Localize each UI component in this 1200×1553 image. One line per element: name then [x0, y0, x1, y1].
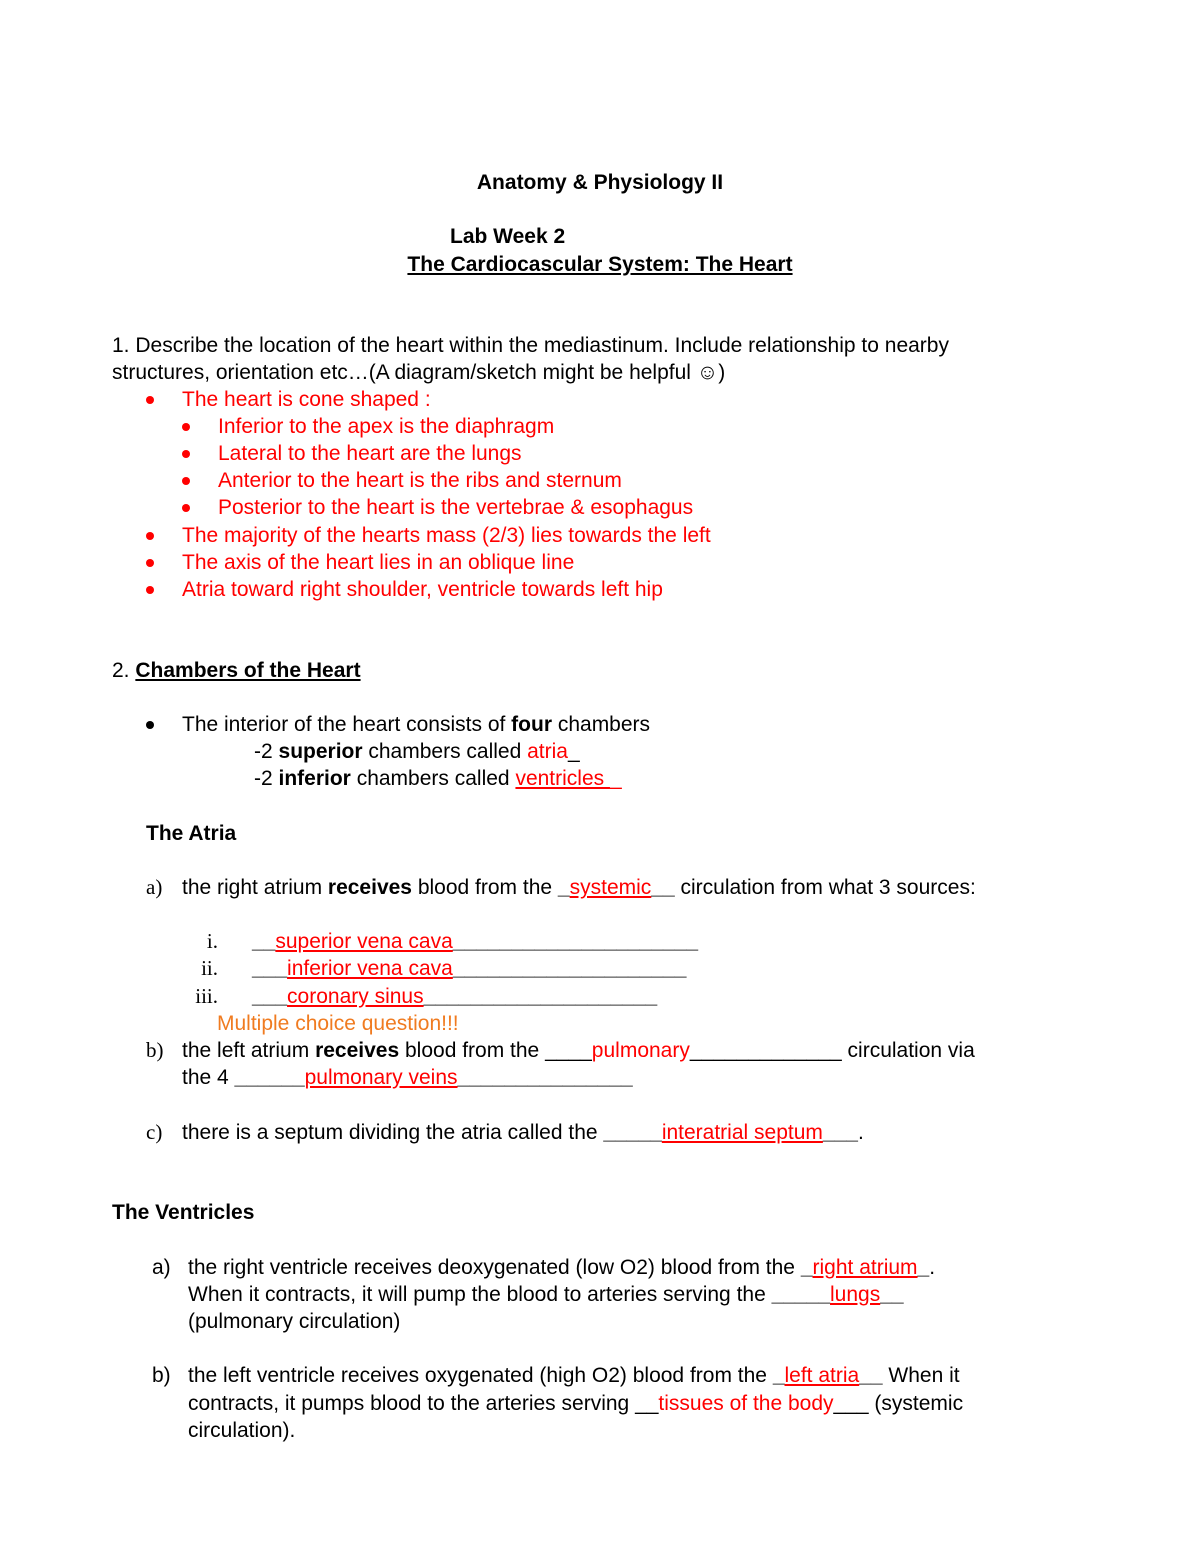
bullet-icon	[146, 532, 154, 540]
text: chambers	[552, 713, 651, 736]
answer-right-atrium: right atrium	[812, 1256, 918, 1279]
blank: ____	[545, 1039, 592, 1062]
q1-bullet-text: The heart is cone shaped :	[182, 388, 431, 411]
blank: _______________	[457, 1066, 633, 1089]
text: circulation from what 3 sources:	[674, 876, 976, 899]
label: b)	[152, 1364, 171, 1387]
answer-left-atria: left atria	[784, 1364, 860, 1387]
answer-pulmonary-veins: pulmonary veins	[304, 1066, 458, 1089]
atria-heading: The Atria	[146, 822, 237, 845]
answer-ventricles: ventricles	[515, 767, 610, 790]
bold-text: receives	[327, 876, 412, 899]
text: (systemic	[868, 1392, 964, 1415]
blank: ___	[252, 985, 288, 1008]
multiple-choice-note: Multiple choice question!!!	[217, 1012, 459, 1035]
blank: ______	[234, 1066, 305, 1089]
bullet-icon	[182, 504, 190, 512]
bullet-icon	[146, 559, 154, 567]
answer-systemic: systemic	[569, 876, 652, 899]
bold-text: receives	[315, 1039, 400, 1062]
atria-question-b	[146, 1037, 975, 1064]
blank: _	[800, 1256, 813, 1279]
bullet-icon	[146, 396, 154, 404]
label: c)	[146, 1120, 163, 1144]
answer-tissues-of-the-body: tissues of the body	[658, 1392, 834, 1415]
answer-lungs: lungs	[830, 1283, 881, 1306]
label: a)	[152, 1256, 171, 1279]
q1-bullet-text: Atria toward right shoulder, ventricle towards left hip	[182, 578, 663, 601]
atria-question-c	[146, 1119, 864, 1146]
atria-question-a	[146, 874, 976, 901]
bold-text: four	[511, 713, 552, 736]
text: The interior of the heart consists of	[182, 713, 512, 736]
atria-question-b-line2	[182, 1064, 633, 1091]
bullet-icon	[182, 423, 190, 431]
answer-pulmonary: pulmonary	[591, 1039, 690, 1062]
blank: _	[917, 1256, 930, 1279]
lab-subtitle: The Cardiocascular System: The Heart	[407, 253, 793, 276]
numeral: i.	[206, 929, 218, 953]
blank: _____	[771, 1283, 831, 1306]
ventricles-question-a-line2	[188, 1281, 904, 1308]
blank: ___	[822, 1121, 858, 1144]
text: blood from the	[412, 876, 558, 899]
q1-bullet-text: The axis of the heart lies in an oblique line	[182, 551, 575, 574]
q2-number: 2.	[112, 659, 130, 682]
lab-week: Lab Week 2	[450, 225, 566, 248]
text: When it	[882, 1364, 960, 1387]
q2-heading	[112, 657, 361, 684]
text: the left atrium	[182, 1039, 316, 1062]
ventricles-question-b	[152, 1362, 960, 1389]
text: .	[929, 1256, 936, 1279]
q1-bullet	[146, 522, 711, 549]
blank: __	[651, 876, 675, 899]
blank: _	[557, 876, 570, 899]
chambers-bullet	[146, 711, 650, 738]
text: the left ventricle receives oxygenated (high O2) blood from the	[188, 1364, 773, 1387]
text: the right atrium	[182, 876, 328, 899]
ventricles-question-a	[152, 1254, 936, 1281]
text: When it contracts, it will pump the blood to arteries serving the	[188, 1283, 772, 1306]
q1-bullet	[146, 549, 574, 576]
text: blood from the	[399, 1039, 546, 1062]
text: the 4	[182, 1066, 235, 1089]
text: .	[857, 1121, 864, 1144]
q1-subbullet-text: Anterior to the heart is the ribs and sternum	[218, 469, 622, 492]
text: there is a septum dividing the atria called the	[182, 1121, 604, 1144]
blank: _	[609, 767, 622, 790]
ventricles-question-b-line3: circulation).	[188, 1419, 296, 1442]
ventricles-question-b-line2	[188, 1390, 963, 1417]
bold-text: inferior	[278, 767, 351, 790]
q1-prompt-line2: structures, orientation etc…(A diagram/sketch might be helpful ☺)	[112, 361, 726, 384]
text: chambers called	[350, 767, 516, 790]
blank: __	[859, 1364, 883, 1387]
label: b)	[146, 1038, 164, 1062]
superior-chambers-line	[254, 738, 580, 765]
bullet-icon	[182, 450, 190, 458]
text: circulation via	[841, 1039, 975, 1062]
blank: ____________________	[452, 957, 687, 980]
text: -2	[254, 767, 279, 790]
q1-subbullet	[182, 494, 693, 521]
text: _	[567, 740, 580, 763]
blank: __	[635, 1392, 659, 1415]
q1-bullet	[146, 386, 431, 413]
answer-source: inferior vena cava	[287, 957, 453, 980]
blank: ___	[833, 1392, 869, 1415]
ventricles-heading: The Ventricles	[112, 1201, 255, 1224]
answer-source: superior vena cava	[275, 930, 453, 953]
q1-prompt-line1: 1. Describe the location of the heart within the mediastinum. Include relationship to nearby	[112, 334, 949, 357]
blank: _	[772, 1364, 785, 1387]
label: a)	[146, 875, 163, 899]
q1-subbullet-text: Posterior to the heart is the vertebrae & esophagus	[218, 496, 694, 519]
answer-interatrial-septum: interatrial septum	[661, 1121, 823, 1144]
answer-atria: atria	[527, 740, 568, 763]
q1-bullet-text: The majority of the hearts mass (2/3) lies towards the left	[182, 524, 711, 547]
q1-subbullet	[182, 467, 622, 494]
q2-title: Chambers of the Heart	[135, 659, 361, 682]
text: the right ventricle receives deoxygenated (low O2) blood from the	[188, 1256, 801, 1279]
bullet-icon	[182, 477, 190, 485]
course-title: Anatomy & Physiology II	[476, 171, 724, 194]
text: chambers called	[362, 740, 528, 763]
blank: ____________________	[423, 985, 658, 1008]
blank: __	[880, 1283, 904, 1306]
bullet-icon	[146, 586, 154, 594]
blank: ___	[252, 957, 288, 980]
blank: _____________	[689, 1039, 842, 1062]
q1-bullet	[146, 576, 663, 603]
answer-source: coronary sinus	[287, 985, 424, 1008]
bullet-icon	[146, 721, 154, 729]
q1-subbullet	[182, 440, 522, 467]
numeral: iii.	[195, 984, 218, 1008]
blank: __	[252, 930, 276, 953]
blank: _____________________	[452, 930, 699, 953]
inferior-chambers-line	[254, 765, 622, 792]
text: contracts, it pumps blood to the arteries serving	[188, 1392, 636, 1415]
q1-subbullet	[182, 413, 554, 440]
q1-subbullet-text: Lateral to the heart are the lungs	[218, 442, 522, 465]
blank: _____	[603, 1121, 662, 1144]
bold-text: superior	[278, 740, 363, 763]
text: -2	[254, 740, 279, 763]
q1-subbullet-text: Inferior to the apex is the diaphragm	[218, 415, 555, 438]
numeral: ii.	[201, 956, 218, 980]
ventricles-question-a-line3: (pulmonary circulation)	[188, 1310, 401, 1333]
